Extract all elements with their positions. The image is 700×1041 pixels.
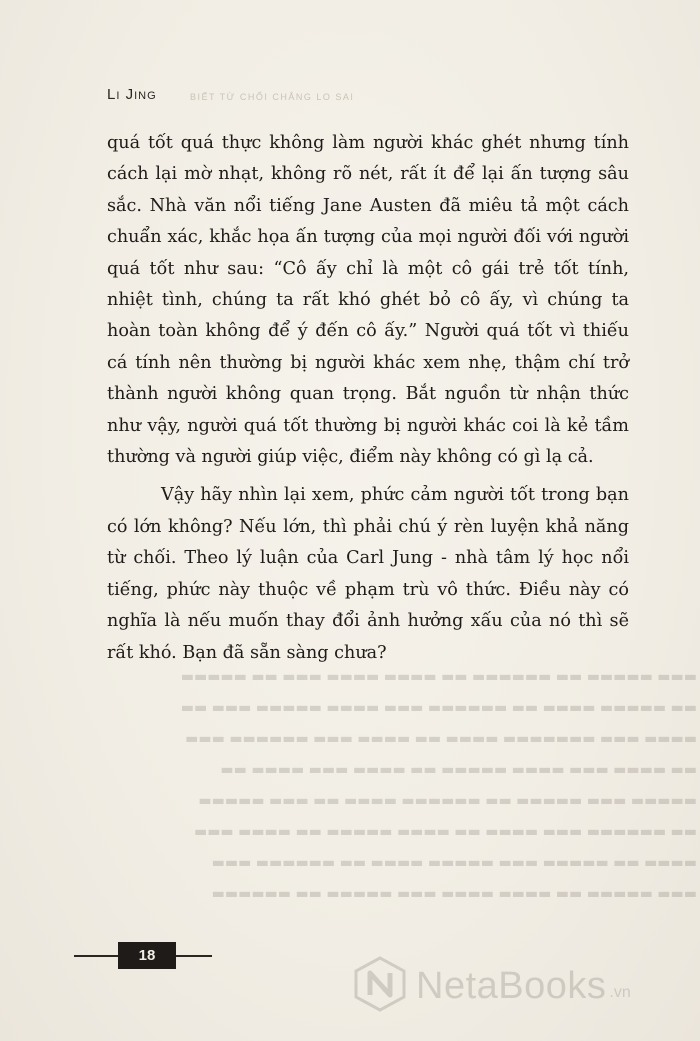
show-through-text: ▬▬▬ ▬▬▬▬▬ ▬▬ ▬▬▬▬▬▬ ▬▬ ▬▬▬▬ ▬▬▬▬ ▬▬▬ ▬▬ ▬▬▬▬▬ ▬▬ ▬▬▬▬▬ ▬▬▬▬ ▬▬ ▬▬▬▬▬▬ ▬▬▬ ▬▬▬▬ ▬▬▬▬▬ ▬▬▬ ▬▬ ▬▬▬▬ ▬▬▬ ▬▬▬▬▬▬▬ ▬▬▬▬ ▬▬ ▬▬▬▬ ▬▬▬ ▬▬▬▬▬▬ ▬▬▬ ▬▬ ▬▬▬▬ ▬▬▬ ▬▬▬▬ ▬▬▬▬▬ ▬▬ ▬▬▬▬ ▬▬▬ ▬▬▬▬ ▬▬ ▬▬▬▬▬ ▬▬▬ ▬▬▬▬▬ ▬▬ ▬▬▬▬▬▬ ▬▬▬▬ ▬▬ ▬▬▬ ▬▬▬▬▬ ▬▬ ▬▬▬▬▬▬ ▬▬▬ ▬▬▬▬ ▬▬ ▬▬▬▬ ▬▬▬▬▬ ▬▬ ▬▬▬▬ ▬▬▬ ▬▬▬▬ ▬▬ ▬▬▬▬▬ ▬▬▬ ▬▬▬▬▬ ▬▬▬▬ ▬▬ ▬▬▬▬▬▬ ▬▬▬ ▬▬▬ ▬▬▬▬▬ ▬▬ ▬▬▬▬ ▬▬▬▬ ▬▬▬ ▬▬▬▬▬ ▬▬ ▬▬▬▬▬▬ xyxy=(180,669,697,902)
watermark xyxy=(352,955,631,1017)
watermark-brand: NetaBooks xyxy=(416,964,607,1007)
paragraph-continuation: quá tốt quá thực không làm người khác ghét nhưng tính cách lại mờ nhạt, không rõ nét, rất ít để lại ấn tượng sâu sắc. Nhà văn nổi tiếng Jane Austen đã miêu tả một cách chuẩn xác, khắc họa ấn tượng của mọi người đối với người quá tốt như sau: “Cô ấy chỉ là một cô gái trẻ tốt tính, nhiệt tình, chúng ta rất khó ghét bỏ cô ấy, vì chúng ta hoàn toàn không để ý đến cô ấy.” Người quá tốt vì thiếu cá tính nên thường bị người khác xem nhẹ, thậm chí trở thành người không quan trọng. Bắt nguồn từ nhận thức như vậy, người quá tốt thường bị người khác coi là kẻ tầm thường và người giúp việc, điểm này không có gì lạ cả. xyxy=(107,133,629,468)
watermark-suffix: .vn xyxy=(609,984,631,1001)
page-number: 18 xyxy=(118,942,176,969)
footer-rule-right xyxy=(176,955,212,957)
running-header-author: Li Jing xyxy=(107,86,157,103)
body-text xyxy=(107,128,629,669)
netabooks-logo-icon xyxy=(352,955,408,1017)
running-header-title: BIẾT TỪ CHỐI CHẲNG LO SAI xyxy=(190,92,355,102)
paragraph-question: Vậy hãy nhìn lại xem, phức cảm người tốt trong bạn có lớn không? Nếu lớn, thì phải chú ý rèn luyện khả năng từ chối. Theo lý luận của Carl Jung - nhà tâm lý học nổi tiếng, phức này thuộc về phạm trù vô thức. Điều này có nghĩa là nếu muốn thay đổi ảnh hưởng xấu của nó thì sẽ rất khó. Bạn đã sẵn sàng chưa? xyxy=(107,485,629,663)
footer-rule-left xyxy=(74,955,118,957)
